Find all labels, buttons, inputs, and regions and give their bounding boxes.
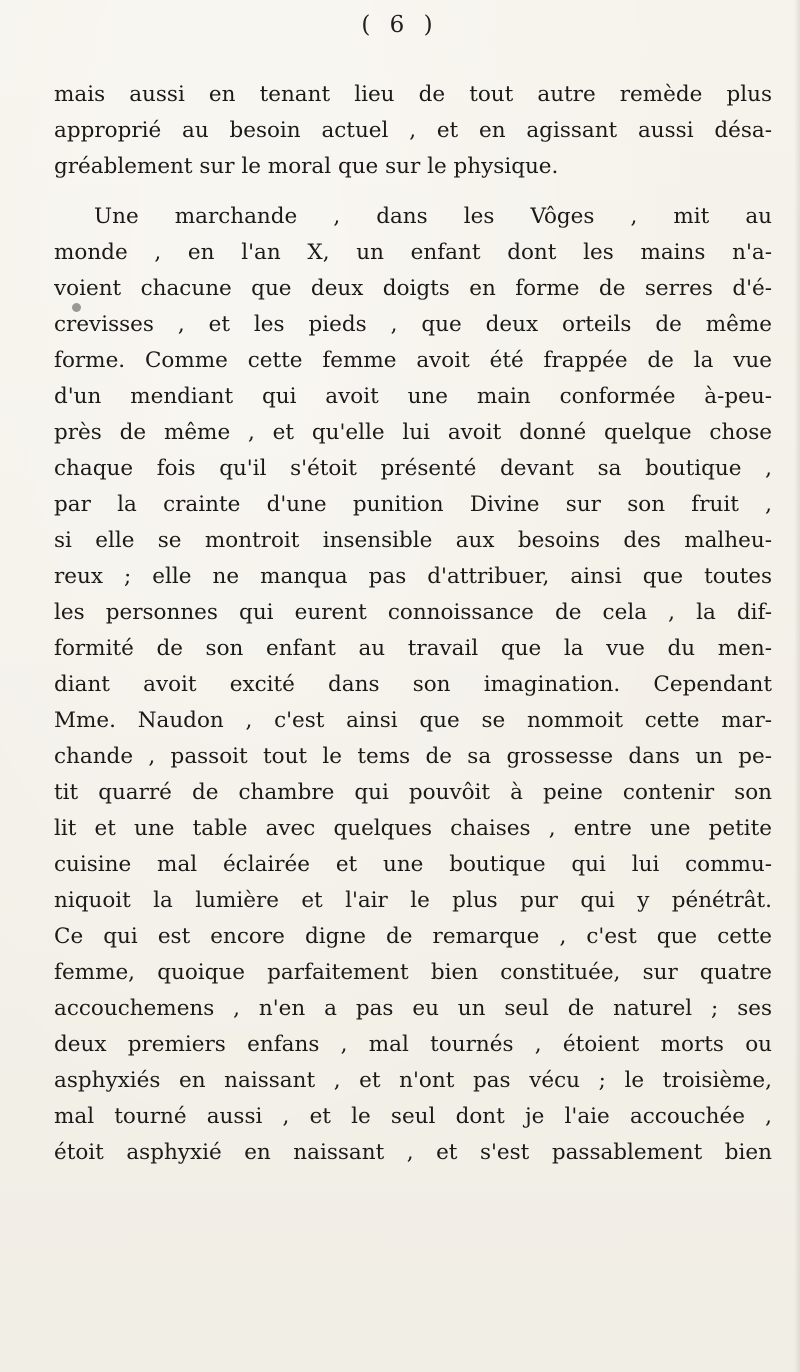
text-line: Ce qui est encore digne de remarque , c'est que cette — [54, 924, 772, 949]
text-line: monde , en l'an X, un enfant dont les mains n'a- — [54, 240, 772, 265]
text-line: deux premiers enfans , mal tournés , étoient morts ou — [54, 1032, 772, 1057]
paragraph-gap — [54, 185, 772, 199]
text-line: diant avoit excité dans son imagination. Cependant — [54, 672, 772, 697]
text-line: cuisine mal éclairée et une boutique qui lui commu- — [54, 852, 772, 877]
paragraph-1 — [54, 77, 772, 185]
text-line: chaque fois qu'il s'étoit présenté devant sa boutique , — [54, 456, 772, 481]
body-text — [54, 77, 772, 1171]
text-line: approprié au besoin actuel , et en agissant aussi désa- — [54, 118, 772, 143]
text-line: asphyxiés en naissant , et n'ont pas vécu ; le troisième, — [54, 1068, 772, 1093]
text-line: reux ; elle ne manqua pas d'attribuer, ainsi que toutes — [54, 564, 772, 589]
text-line: si elle se montroit insensible aux besoins des malheu- — [54, 528, 772, 553]
page-number: ( 6 ) — [361, 12, 439, 38]
text-line: Mme. Naudon , c'est ainsi que se nommoit cette mar- — [54, 708, 772, 733]
page-edge-shadow — [794, 0, 800, 1372]
text-line: niquoit la lumière et l'air le plus pur qui y pénétrât. — [54, 888, 772, 913]
text-line: gréablement sur le moral que sur le physique. — [54, 154, 559, 179]
text-line: voient chacune que deux doigts en forme de serres d'é- — [54, 276, 772, 301]
paragraph-2 — [54, 199, 772, 1171]
text-line: mais aussi en tenant lieu de tout autre remède plus — [54, 82, 772, 107]
text-line: Une marchande , dans les Vôges , mit au — [94, 204, 772, 229]
text-line: accouchemens , n'en a pas eu un seul de naturel ; ses — [54, 996, 772, 1021]
text-line: femme, quoique parfaitement bien constituée, sur quatre — [54, 960, 772, 985]
text-line: chande , passoit tout le tems de sa grossesse dans un pe- — [54, 744, 772, 769]
text-line: mal tourné aussi , et le seul dont je l'aie accouchée , — [54, 1104, 772, 1129]
text-line: crevisses , et les pieds , que deux orteils de même — [54, 312, 772, 337]
text-line: lit et une table avec quelques chaises , entre une petite — [54, 816, 772, 841]
text-line: les personnes qui eurent connoissance de cela , la dif- — [54, 600, 772, 625]
text-line: étoit asphyxié en naissant , et s'est passablement bien — [54, 1140, 772, 1165]
text-line: près de même , et qu'elle lui avoit donné quelque chose — [54, 420, 772, 445]
text-line: par la crainte d'une punition Divine sur son fruit , — [54, 492, 772, 517]
text-line: tit quarré de chambre qui pouvôit à peine contenir son — [54, 780, 772, 805]
text-line: forme. Comme cette femme avoit été frappée de la vue — [54, 348, 772, 373]
text-line: d'un mendiant qui avoit une main conformée à-peu- — [54, 384, 772, 409]
text-line: formité de son enfant au travail que la vue du men- — [54, 636, 772, 661]
